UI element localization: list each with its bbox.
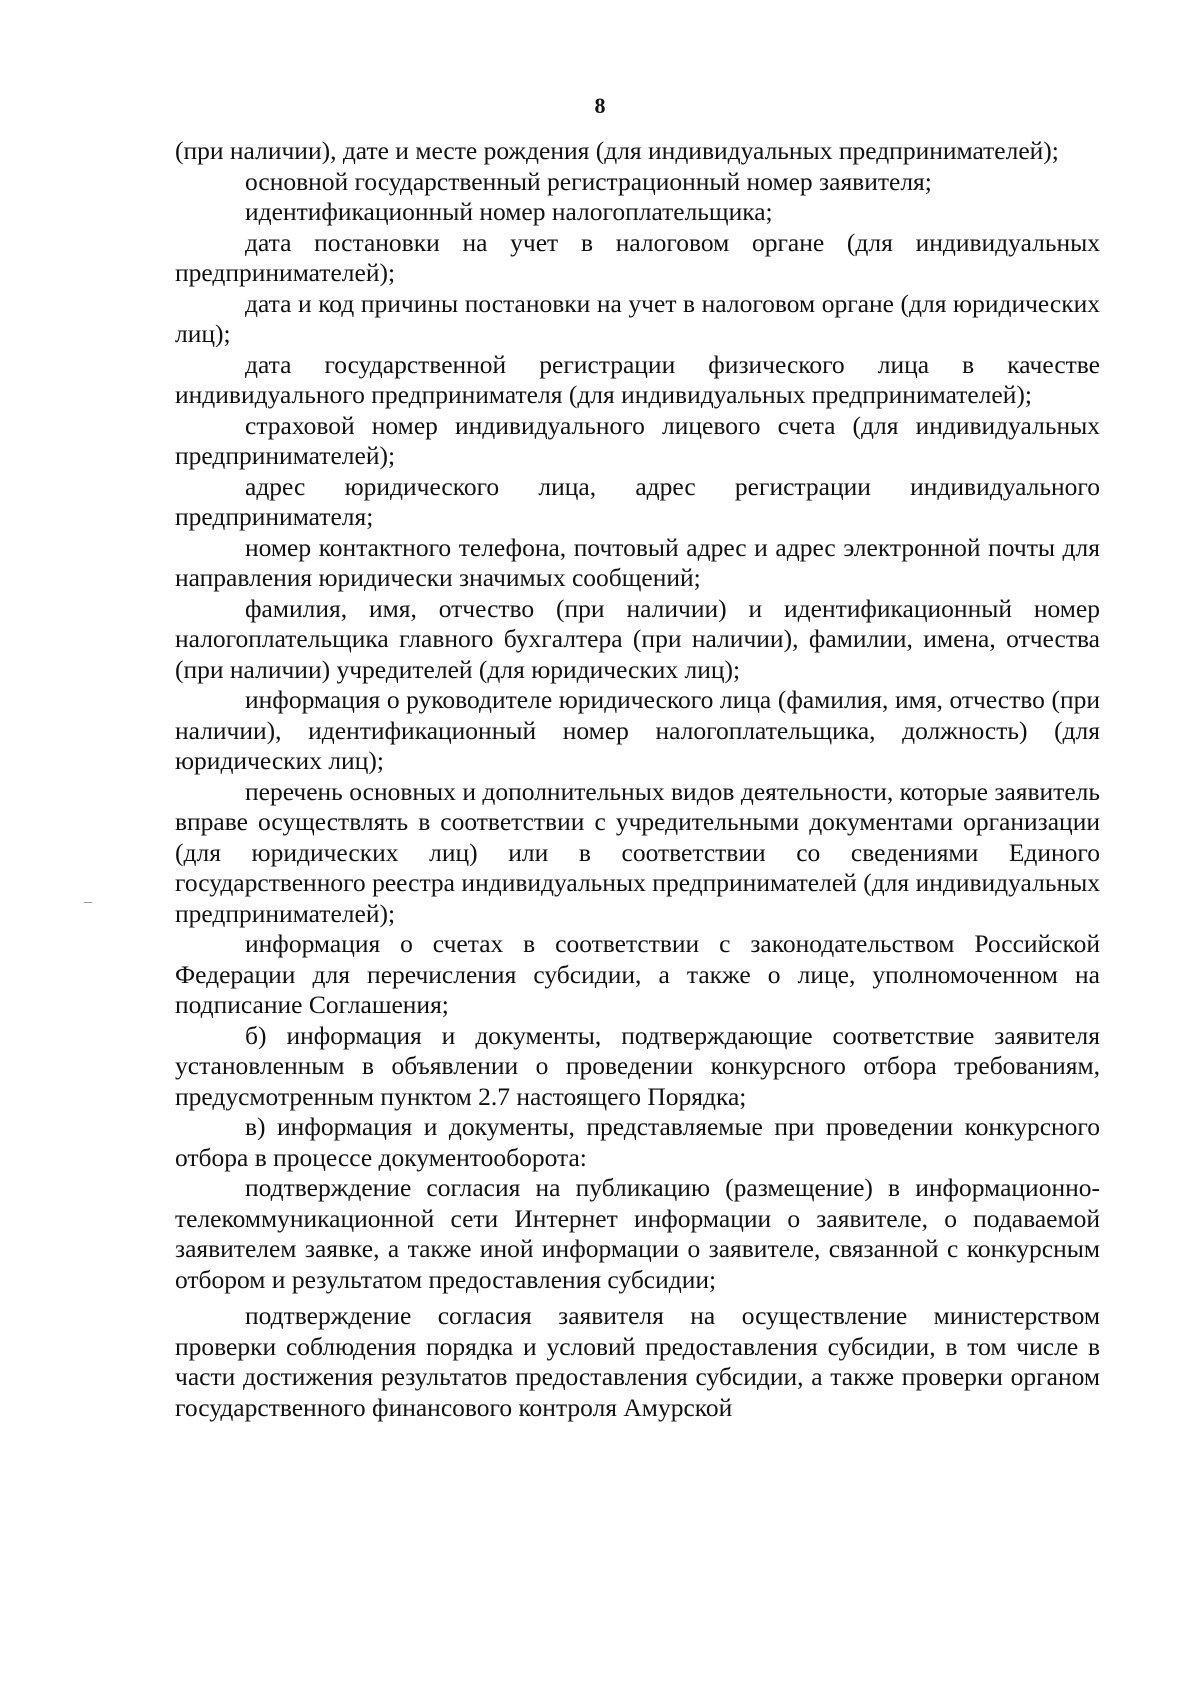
scan-margin-mark <box>84 902 92 903</box>
paragraph: в) информация и документы, представляемые при проведении конкурсного отбора в процессе документооборота: <box>175 1112 1100 1172</box>
paragraph: дата постановки на учет в налоговом органе (для индивидуальных предпринимателей); <box>175 227 1100 287</box>
paragraph: идентификационный номер налогоплательщика; <box>245 197 773 226</box>
paragraph: фамилия, имя, отчество (при наличии) и идентификационный номер налогоплательщика главного бухгалтера (при наличии), фамилии, имена, отчества (при наличии) учредителей (для юридических лиц); <box>175 593 1100 684</box>
paragraph: перечень основных и дополнительных видов деятельности, которые заявитель вправе осуществлять в соответствии с учредительными документами организации (для юридических лиц) или в соответствии со сведениями Единого государственного реестра индивидуальных предпринимателей (для индивидуальных предпринимателей); <box>175 776 1100 928</box>
page-number: 8 <box>594 93 606 118</box>
paragraph: подтверждение согласия заявителя на осуществление министерством проверки соблюдения порядка и условий предоставления субсидии, в том числе в части достижения результатов предоставления субсидии, а также проверки органом государственного финансового контроля Амурской <box>175 1301 1100 1422</box>
paragraph: дата государственной регистрации физического лица в качестве индивидуального предпринимателя (для индивидуальных предпринимателей); <box>175 349 1100 409</box>
paragraph: основной государственный регистрационный номер заявителя; <box>245 166 932 196</box>
paragraph: б) информация и документы, подтверждающие соответствие заявителя установленным в объявлении о проведении конкурсного отбора требованиям, предусмотренным пунктом 2.7 настоящего Порядка; <box>175 1020 1100 1111</box>
document-body <box>175 136 1100 1423</box>
paragraph: адрес юридического лица, адрес регистрации индивидуального предпринимателя; <box>175 471 1100 531</box>
paragraph: подтверждение согласия на публикацию (размещение) в информационно-телекоммуникационной сети Интернет информации о заявителе, о подаваемой заявителем заявке, а также иной информации о заявителе, связанной с конкурсным отбором и результатом предоставления субсидии; <box>175 1173 1100 1294</box>
paragraph: номер контактного телефона, почтовый адрес и адрес электронной почты для направления юридически значимых сообщений; <box>175 532 1100 592</box>
paragraph: информация о счетах в соответствии с законодательством Российской Федерации для перечисления субсидии, а также о лице, уполномоченном на подписание Соглашения; <box>175 929 1100 1019</box>
paragraph: дата и код причины постановки на учет в налоговом органе (для юридических лиц); <box>175 288 1100 348</box>
paragraph: страховой номер индивидуального лицевого счета (для индивидуальных предпринимателей); <box>175 410 1100 470</box>
paragraph: (при наличии), дате и месте рождения (для индивидуальных предпринимателей); <box>175 136 1059 165</box>
paragraph: информация о руководителе юридического лица (фамилия, имя, отчество (при наличии), идентификационный номер налогоплательщика, должность) (для юридических лиц); <box>175 685 1100 775</box>
